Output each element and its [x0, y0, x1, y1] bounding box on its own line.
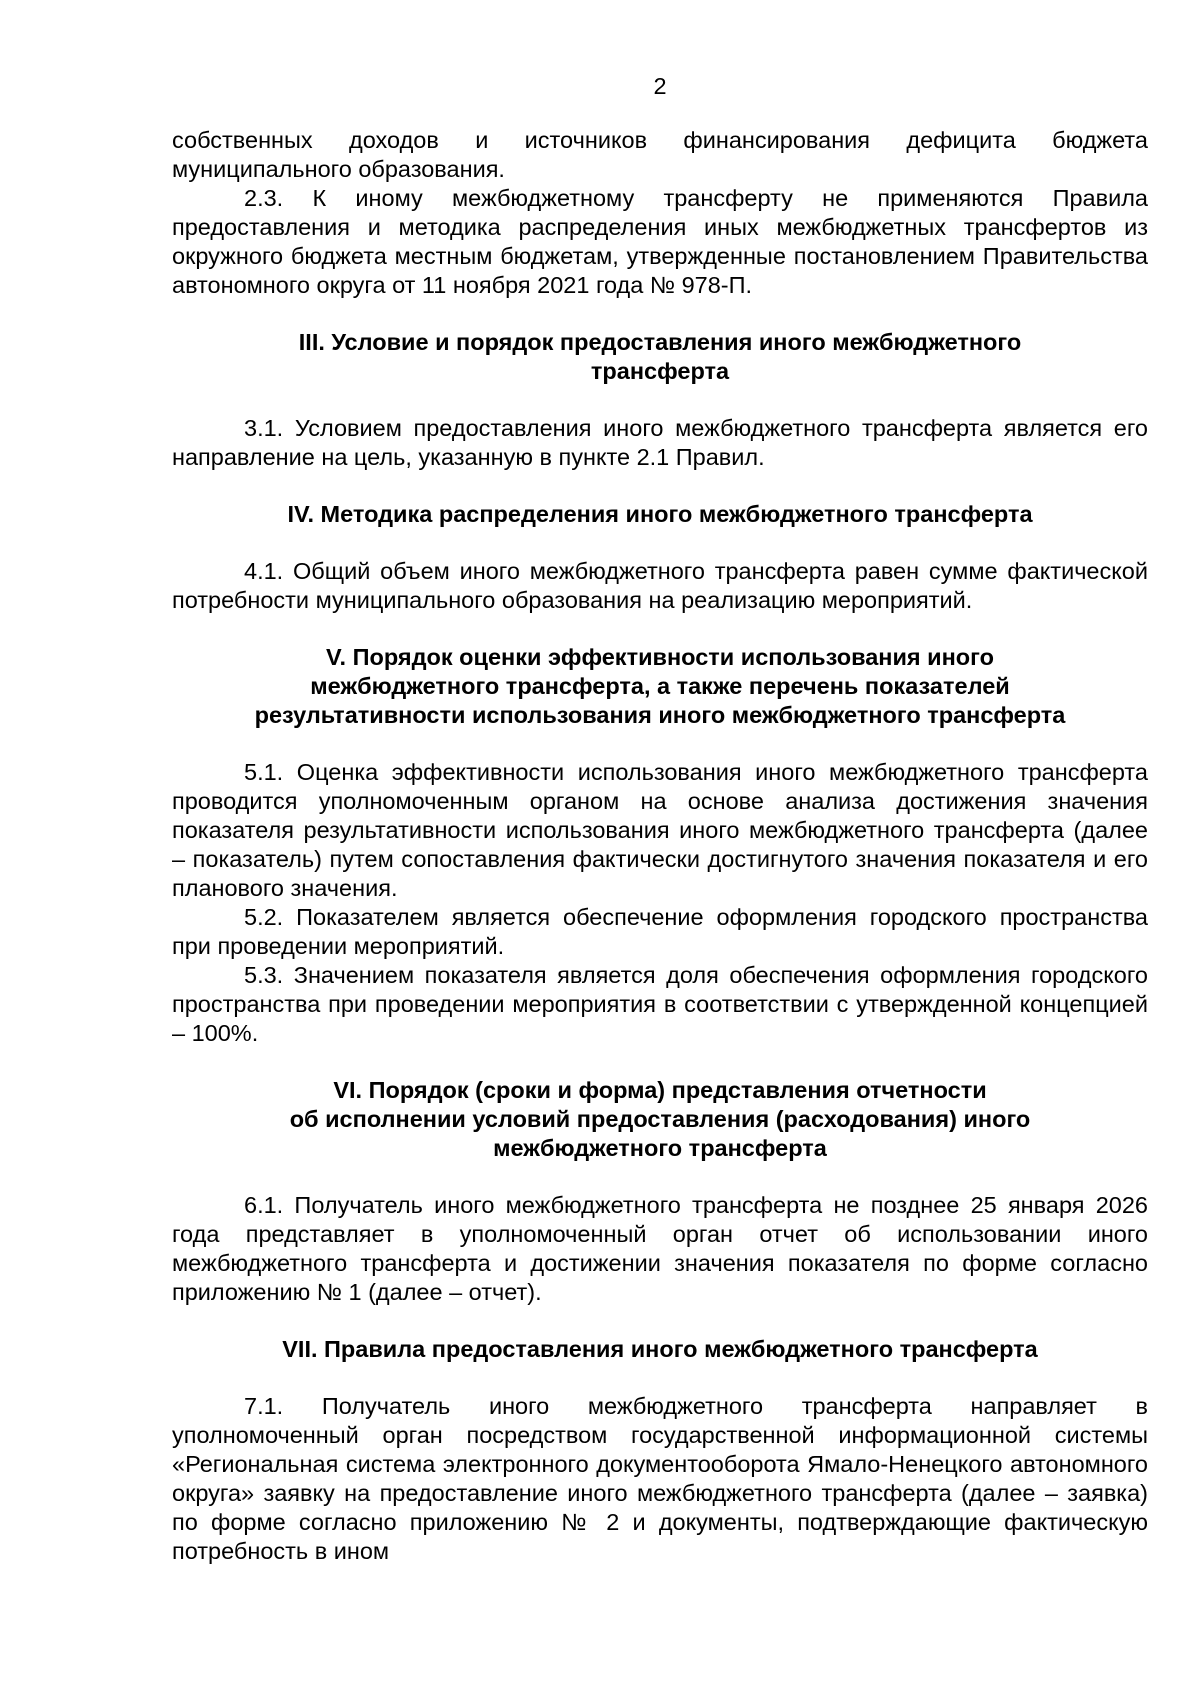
section-heading-vi: VI. Порядок (сроки и форма) представления отчетности об исполнении условий предоставления (расходования) иного межбюджетного трансферта	[289, 1077, 1031, 1161]
paragraph-5-1: 5.1. Оценка эффективности использования иного межбюджетного трансферта проводится уполномоченным органом на основе анализа достижения значения показателя результативности использования иного межбюджетного трансферта (далее – показатель) путем сопоставления фактически достигнутого значения показателя и его планового значения.	[172, 759, 1148, 901]
paragraph-6-1: 6.1. Получатель иного межбюджетного трансферта не позднее 25 января 2026 года представляет в уполномоченный орган отчет об использовании иного межбюджетного трансферта и достижении значения показателя по форме согласно приложению № 1 (далее – отчет).	[172, 1192, 1148, 1305]
document-body	[172, 126, 1148, 1566]
paragraph-5-3: 5.3. Значением показателя является доля обеспечения оформления городского пространства при проведении мероприятия в соответствии с утвержденной концепцией – 100%.	[172, 962, 1148, 1046]
section-heading-vii: VII. Правила предоставления иного межбюджетного трансферта	[282, 1336, 1038, 1362]
paragraph-4-1: 4.1. Общий объем иного межбюджетного трансферта равен сумме фактической потребности муниципального образования на реализацию мероприятий.	[172, 558, 1148, 613]
paragraph-7-1: 7.1. Получатель иного межбюджетного трансферта направляет в уполномоченный орган посредством государственной информационной системы «Региональная система электронного документооборота Ямало-Ненецкого автономного округа» заявку на предоставление иного межбюджетного трансферта (далее – заявка) по форме согласно приложению № 2 и документы, подтверждающие фактическую потребность в ином	[172, 1393, 1148, 1564]
paragraph-5-2: 5.2. Показателем является обеспечение оформления городского пространства при проведении мероприятий.	[172, 904, 1148, 959]
section-heading-iii: III. Условие и порядок предоставления иного межбюджетного трансферта	[298, 329, 1022, 384]
section-heading-v: V. Порядок оценки эффективности использования иного межбюджетного трансферта, а также перечень показателей результативности использования иного межбюджетного трансферта	[254, 644, 1066, 728]
paragraph-3-1: 3.1. Условием предоставления иного межбюджетного трансферта является его направление на цель, указанную в пункте 2.1 Правил.	[172, 415, 1148, 470]
page-number: 2	[653, 73, 667, 99]
section-heading-iv: IV. Методика распределения иного межбюджетного трансферта	[287, 501, 1033, 527]
paragraph-intro-continuation: собственных доходов и источников финансирования дефицита бюджета муниципального образования.	[172, 127, 1148, 182]
paragraph-2-3: 2.3. К иному межбюджетному трансферту не применяются Правила предоставления и методика распределения иных межбюджетных трансфертов из окружного бюджета местным бюджетам, утвержденные постановлением Правительства автономного округа от 11 ноября 2021 года № 978-П.	[172, 185, 1148, 298]
